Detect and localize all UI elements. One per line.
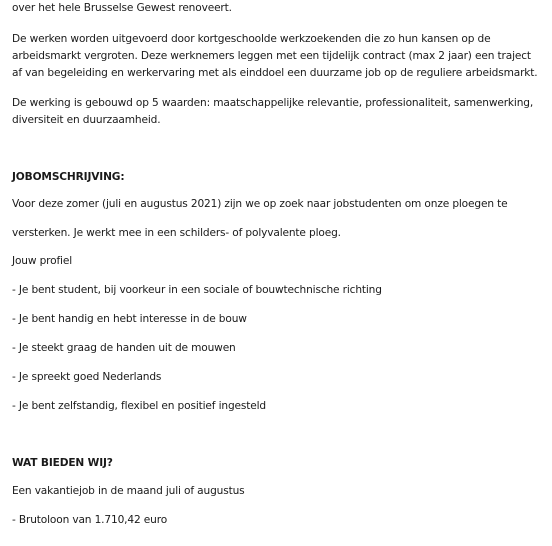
offer-line: Een vakantiejob in de maand juli of augustus [12, 485, 245, 497]
job-description-heading: JOBOMSCHRIJVING: [12, 171, 125, 183]
paragraph-workers-line-1: De werken worden uitgevoerd door kortgeschoolde werkzoekenden die zo hun kansen op de [12, 33, 491, 45]
paragraph-workers-line-2: arbeidsmarkt vergroten. Deze werknemers leggen met een tijdelijk contract (max 2 jaar) een traject [12, 50, 531, 62]
paragraph-workers-line-3: af van begeleiding en werkervaring met als einddoel een duurzame job op de reguliere arbeidsmarkt. [12, 67, 538, 79]
profile-item: - Je bent student, bij voorkeur in een sociale of bouwtechnische richting [12, 284, 382, 296]
paragraph-values-line-1: De werking is gebouwd op 5 waarden: maatschappelijke relevantie, professionaliteit, samenwerking, [12, 97, 534, 109]
paragraph-values-line-2: diversiteit en duurzaamheid. [12, 114, 161, 126]
job-intro-line-1: Voor deze zomer (juli en augustus 2021) zijn we op zoek naar jobstudenten om onze ploegen te [12, 198, 508, 210]
profile-item: - Je spreekt goed Nederlands [12, 371, 162, 383]
profile-item: - Je bent zelfstandig, flexibel en positief ingesteld [12, 400, 266, 412]
profile-item: - Je steekt graag de handen uit de mouwen [12, 342, 236, 354]
profile-item: - Je bent handig en hebt interesse in de bouw [12, 313, 247, 325]
job-intro-line-2: versterken. Je werkt mee in een schilders- of polyvalente ploeg. [12, 227, 341, 239]
offer-heading: WAT BIEDEN WIJ? [12, 457, 113, 469]
intro-text: over het hele Brusselse Gewest renoveert. [12, 2, 232, 14]
profile-label: Jouw profiel [12, 255, 73, 267]
offer-salary: - Brutoloon van 1.710,42 euro [12, 514, 168, 526]
